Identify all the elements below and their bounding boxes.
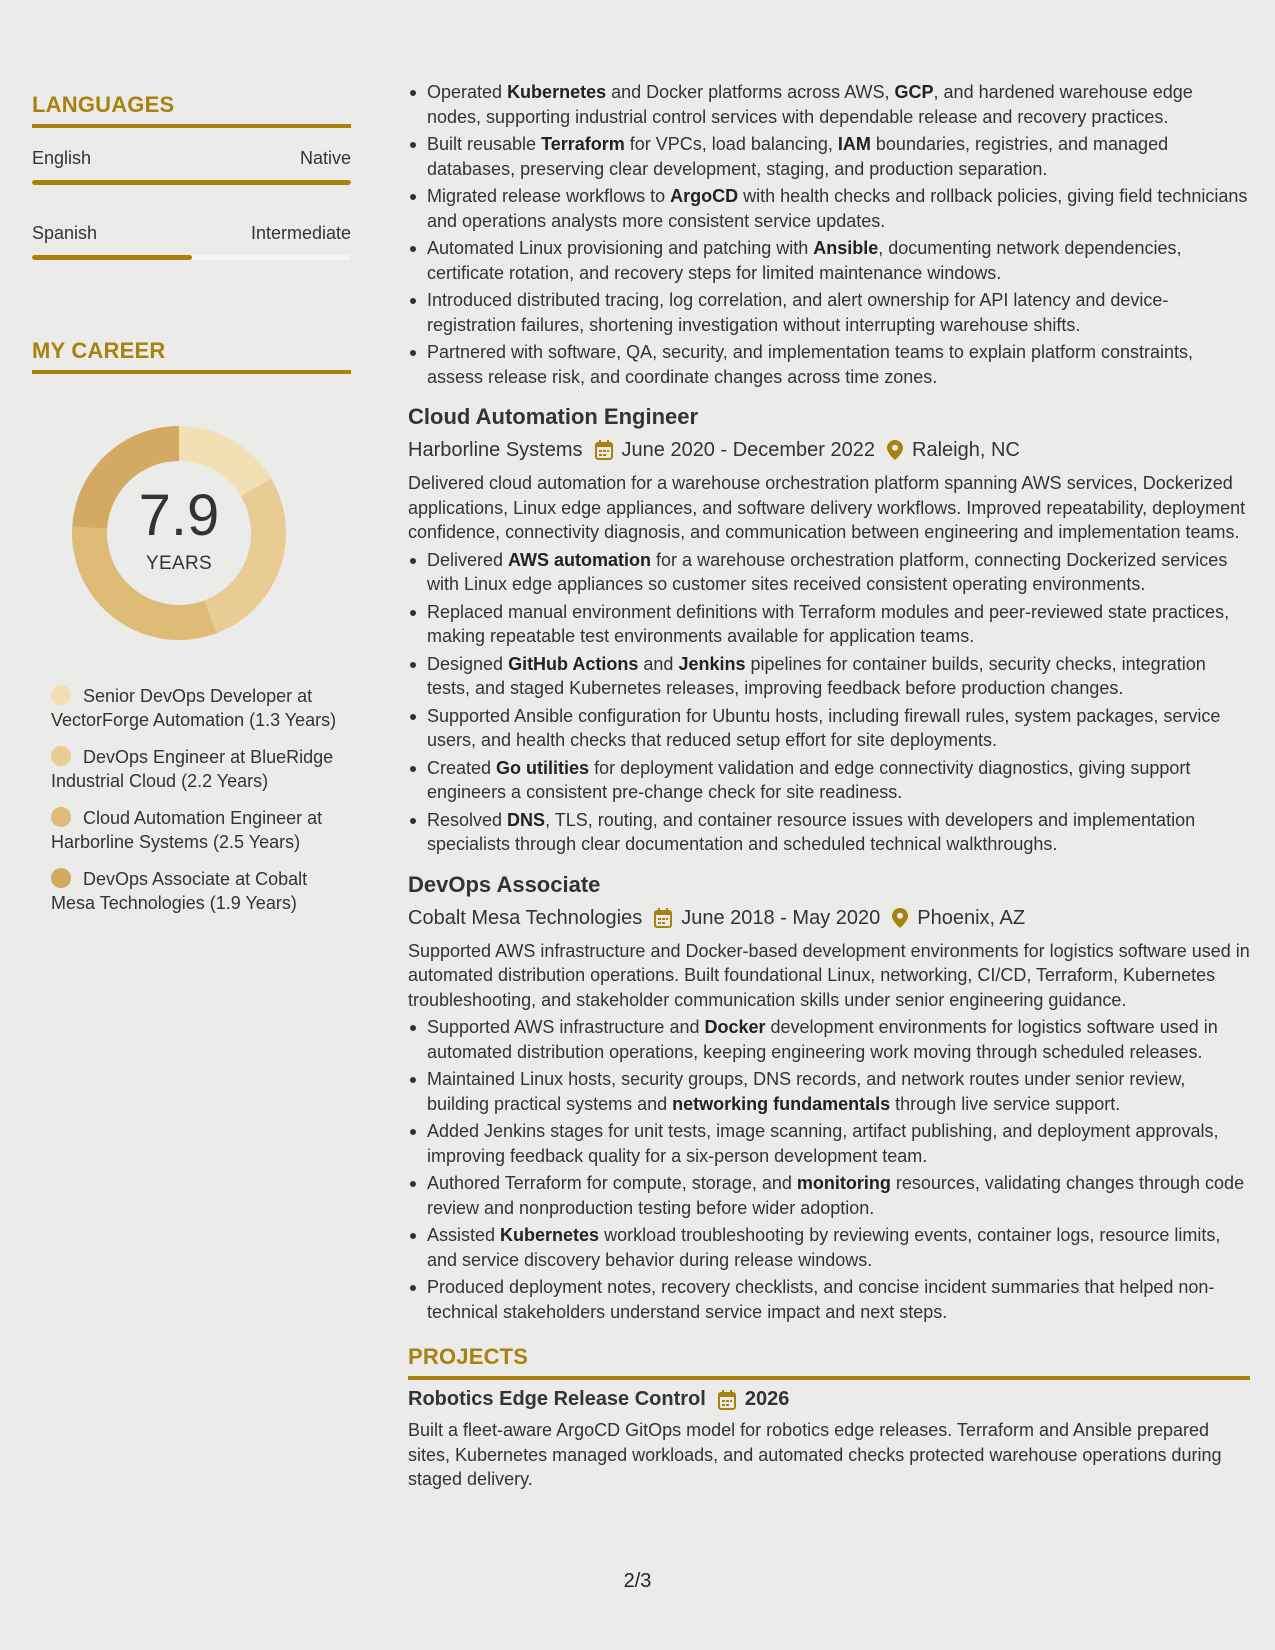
bullet-item	[408, 288, 1250, 337]
language-name: Spanish	[32, 223, 98, 243]
bullet-item	[408, 1015, 1250, 1064]
job-meta	[408, 437, 1250, 463]
bullet-item	[408, 1171, 1250, 1220]
project-header	[408, 1388, 1250, 1411]
calendar-icon	[654, 908, 672, 928]
bullet-keyword: ArgoCD	[670, 186, 739, 206]
bullet-keyword: Kubernetes	[507, 82, 607, 102]
legend-swatch	[51, 685, 71, 705]
map-pin-icon	[892, 908, 908, 928]
job-title: Cloud Automation Engineer	[408, 404, 699, 429]
bullet-keyword: monitoring	[796, 1173, 891, 1193]
job-dates: June 2018 - May 2020	[681, 906, 881, 929]
bullet-text: Operated	[427, 82, 508, 102]
bullet-item	[408, 340, 1250, 389]
bullet-text: workload troubleshooting by reviewing events, container logs, resource limits, and service discovery behavior during release windows.	[427, 1225, 1221, 1270]
language-proficiency-fill	[32, 180, 351, 185]
bullet-text: Introduced distributed tracing, log correlation, and alert ownership for API latency and device-registration failures, shortening investigation without interrupting warehouse shifts.	[427, 290, 1169, 335]
bullet-item	[408, 808, 1250, 857]
legend-label: Senior DevOps Developer at VectorForge Automation (1.3 Years)	[51, 686, 337, 730]
legend-swatch	[51, 868, 71, 888]
bullet-text: boundaries, registries, and managed databases, preserving clear development, staging, and production separation.	[427, 134, 1169, 179]
legend-swatch	[51, 746, 71, 766]
job-summary: Delivered cloud automation for a warehouse orchestration platform spanning AWS services, Dockerized applications, Linux edge appliances, and software delivery workflows. Improved repeatability, deployment confidence, connectivity diagnosis, and communication between engineering and implementation teams.	[408, 473, 1246, 542]
bullet-keyword: GitHub Actions	[508, 653, 639, 674]
career-legend-item	[51, 684, 351, 732]
calendar-icon	[718, 1390, 736, 1410]
bullet-keyword: Kubernetes	[500, 1225, 600, 1245]
project-description: Built a fleet-aware ArgoCD GitOps model for robotics edge releases. Terraform and Ansible prepared sites, Kubernetes managed workloads, and automated checks protected warehouse operations during staged delivery.	[408, 1420, 1222, 1489]
bullet-text: Produced deployment notes, recovery checklists, and concise incident summaries that helped non-technical stakeholders understand service impact and next steps.	[427, 1277, 1215, 1322]
experience-list	[408, 403, 1250, 1324]
project-year: 2026	[744, 1388, 790, 1410]
bullet-text: Built reusable	[427, 134, 542, 154]
job-entry	[408, 403, 1250, 857]
bullet-item	[408, 756, 1250, 805]
bullet-text: Created	[427, 757, 497, 778]
bullet-text: Added Jenkins stages for unit tests, image scanning, artifact publishing, and deployment approvals, improving feedback quality for a six-person development team.	[427, 1121, 1219, 1166]
bullet-text: pipelines for container builds, security checks, integration tests, and staged Kubernetes releases, improving feedback before production changes.	[427, 653, 1206, 698]
legend-label: Cloud Automation Engineer at Harborline Systems (2.5 Years)	[51, 808, 323, 852]
language-item	[32, 223, 351, 260]
map-pin-icon	[887, 440, 903, 460]
bullet-text: Authored Terraform for compute, storage, and	[427, 1173, 797, 1193]
bullet-keyword: Docker	[704, 1017, 766, 1037]
bullet-text: for deployment validation and edge connectivity diagnostics, giving support engineers a consistent pre-change check for site readiness.	[427, 757, 1191, 802]
bullet-text: development environments for logistics software used in automated distribution operations, keeping engineering work moving through scheduled releases.	[427, 1017, 1218, 1062]
career-heading: MY CAREER	[32, 338, 351, 374]
bullet-item	[408, 236, 1250, 285]
bullet-keyword: Go utilities	[496, 757, 590, 778]
bullet-text: Supported AWS infrastructure and	[427, 1017, 705, 1037]
bullet-keyword: IAM	[837, 134, 871, 154]
calendar-icon	[595, 440, 613, 460]
experience-bullets	[408, 80, 1250, 389]
bullet-item	[408, 1275, 1250, 1324]
bullet-item	[408, 704, 1250, 753]
job-dates: June 2020 - December 2022	[621, 439, 876, 461]
bullet-text: Assisted	[427, 1225, 501, 1245]
bullet-text: Maintained Linux hosts, security groups, DNS records, and network routes under senior review, building practical systems and	[427, 1069, 1186, 1114]
job-bullets	[408, 548, 1250, 857]
bullet-keyword: Jenkins	[678, 653, 746, 674]
career-total-years: 7.9	[138, 483, 220, 548]
career-legend-item	[51, 806, 351, 854]
bullet-text: , documenting network dependencies, certificate rotation, and recovery steps for limited maintenance windows.	[427, 238, 1182, 283]
bullet-text: and	[638, 653, 679, 674]
language-proficiency-fill	[32, 255, 192, 260]
bullet-text: , and hardened warehouse edge nodes, supporting industrial control services with dependable release and recovery practices.	[427, 82, 1193, 127]
bullet-item	[408, 1119, 1250, 1168]
career-total-unit: YEARS	[146, 553, 212, 574]
bullet-text: Resolved	[427, 809, 508, 830]
legend-swatch	[51, 807, 71, 827]
job-bullets	[408, 1015, 1250, 1324]
bullet-keyword: networking fundamentals	[672, 1093, 891, 1114]
career-legend-item	[51, 745, 351, 793]
bullet-item	[408, 1223, 1250, 1272]
bullet-keyword: Ansible	[813, 238, 879, 258]
language-level: Intermediate	[250, 223, 351, 243]
bullet-item	[408, 184, 1250, 233]
bullet-keyword: Terraform	[541, 134, 625, 154]
legend-label: DevOps Engineer at BlueRidge Industrial Cloud (2.2 Years)	[51, 747, 334, 791]
bullet-keyword: AWS automation	[508, 549, 652, 570]
language-proficiency-bar	[32, 180, 351, 185]
job-company: Harborline Systems	[408, 439, 583, 461]
language-name: English	[32, 148, 92, 168]
job-company: Cobalt Mesa Technologies	[408, 906, 643, 929]
bullet-text: , TLS, routing, and container resource issues with developers and implementation specialists through clear documentation and scheduled technical walkthroughs.	[427, 809, 1196, 854]
career-legend-item	[51, 867, 351, 915]
bullet-text: Migrated release workflows to	[427, 186, 671, 206]
job-meta	[408, 905, 1250, 931]
bullet-text: Delivered	[427, 549, 509, 570]
career-donut-chart	[64, 418, 294, 648]
bullet-text: Designed	[427, 653, 509, 674]
left-column	[32, 92, 351, 928]
language-level: Native	[299, 148, 351, 168]
job-location: Phoenix, AZ	[917, 906, 1026, 929]
job-entry	[408, 871, 1250, 1325]
languages-heading: LANGUAGES	[32, 92, 351, 128]
language-item	[32, 148, 351, 185]
career-legend	[32, 684, 351, 915]
bullet-text: Partnered with software, QA, security, and implementation teams to explain platform constraints, assess release risk, and coordinate changes across time zones.	[427, 342, 1194, 387]
bullet-text: through live service support.	[890, 1093, 1121, 1114]
job-location: Raleigh, NC	[912, 439, 1020, 461]
job-summary: Supported AWS infrastructure and Docker-based development environments for logistics software used in automated distribution operations. Built foundational Linux, networking, CI/CD, Terraform, Kubernetes troubleshooting, and stakeholder communication skills under senior engineering guidance.	[408, 940, 1250, 1010]
bullet-item	[408, 652, 1250, 701]
bullet-text: resources, validating changes through code review and nonproduction testing before wider adoption.	[427, 1173, 1245, 1218]
bullet-text: and Docker platforms across AWS,	[606, 82, 895, 102]
bullet-item	[408, 600, 1250, 649]
right-column	[408, 80, 1250, 1492]
bullet-text: for a warehouse orchestration platform, connecting Dockerized services with Linux edge appliances so customer sites received consistent operating environments.	[427, 549, 1228, 594]
bullet-item	[408, 1067, 1250, 1116]
project-name: Robotics Edge Release Control	[408, 1388, 706, 1410]
projects-heading: PROJECTS	[408, 1344, 1250, 1380]
bullet-text: for VPCs, load balancing,	[624, 134, 838, 154]
bullet-text: Replaced manual environment definitions with Terraform modules and peer-reviewed state practices, making repeatable test environments available for application teams.	[427, 601, 1230, 646]
bullet-item	[408, 80, 1250, 129]
legend-label: DevOps Associate at Cobalt Mesa Technologies (1.9 Years)	[51, 869, 308, 913]
bullet-text: Automated Linux provisioning and patching with	[427, 238, 814, 258]
bullet-item	[408, 548, 1250, 597]
language-proficiency-bar	[32, 255, 351, 260]
bullet-keyword: DNS	[507, 809, 546, 830]
page-number: 2/3	[623, 1570, 652, 1592]
bullet-item	[408, 132, 1250, 181]
job-title: DevOps Associate	[408, 871, 601, 897]
bullet-keyword: GCP	[894, 82, 934, 102]
bullet-text: with health checks and rollback policies, giving field technicians and operations analysts more consistent service updates.	[427, 186, 1248, 231]
bullet-text: Supported Ansible configuration for Ubuntu hosts, including firewall rules, system packages, service users, and health checks that reduced setup effort for site deployments.	[427, 705, 1221, 750]
